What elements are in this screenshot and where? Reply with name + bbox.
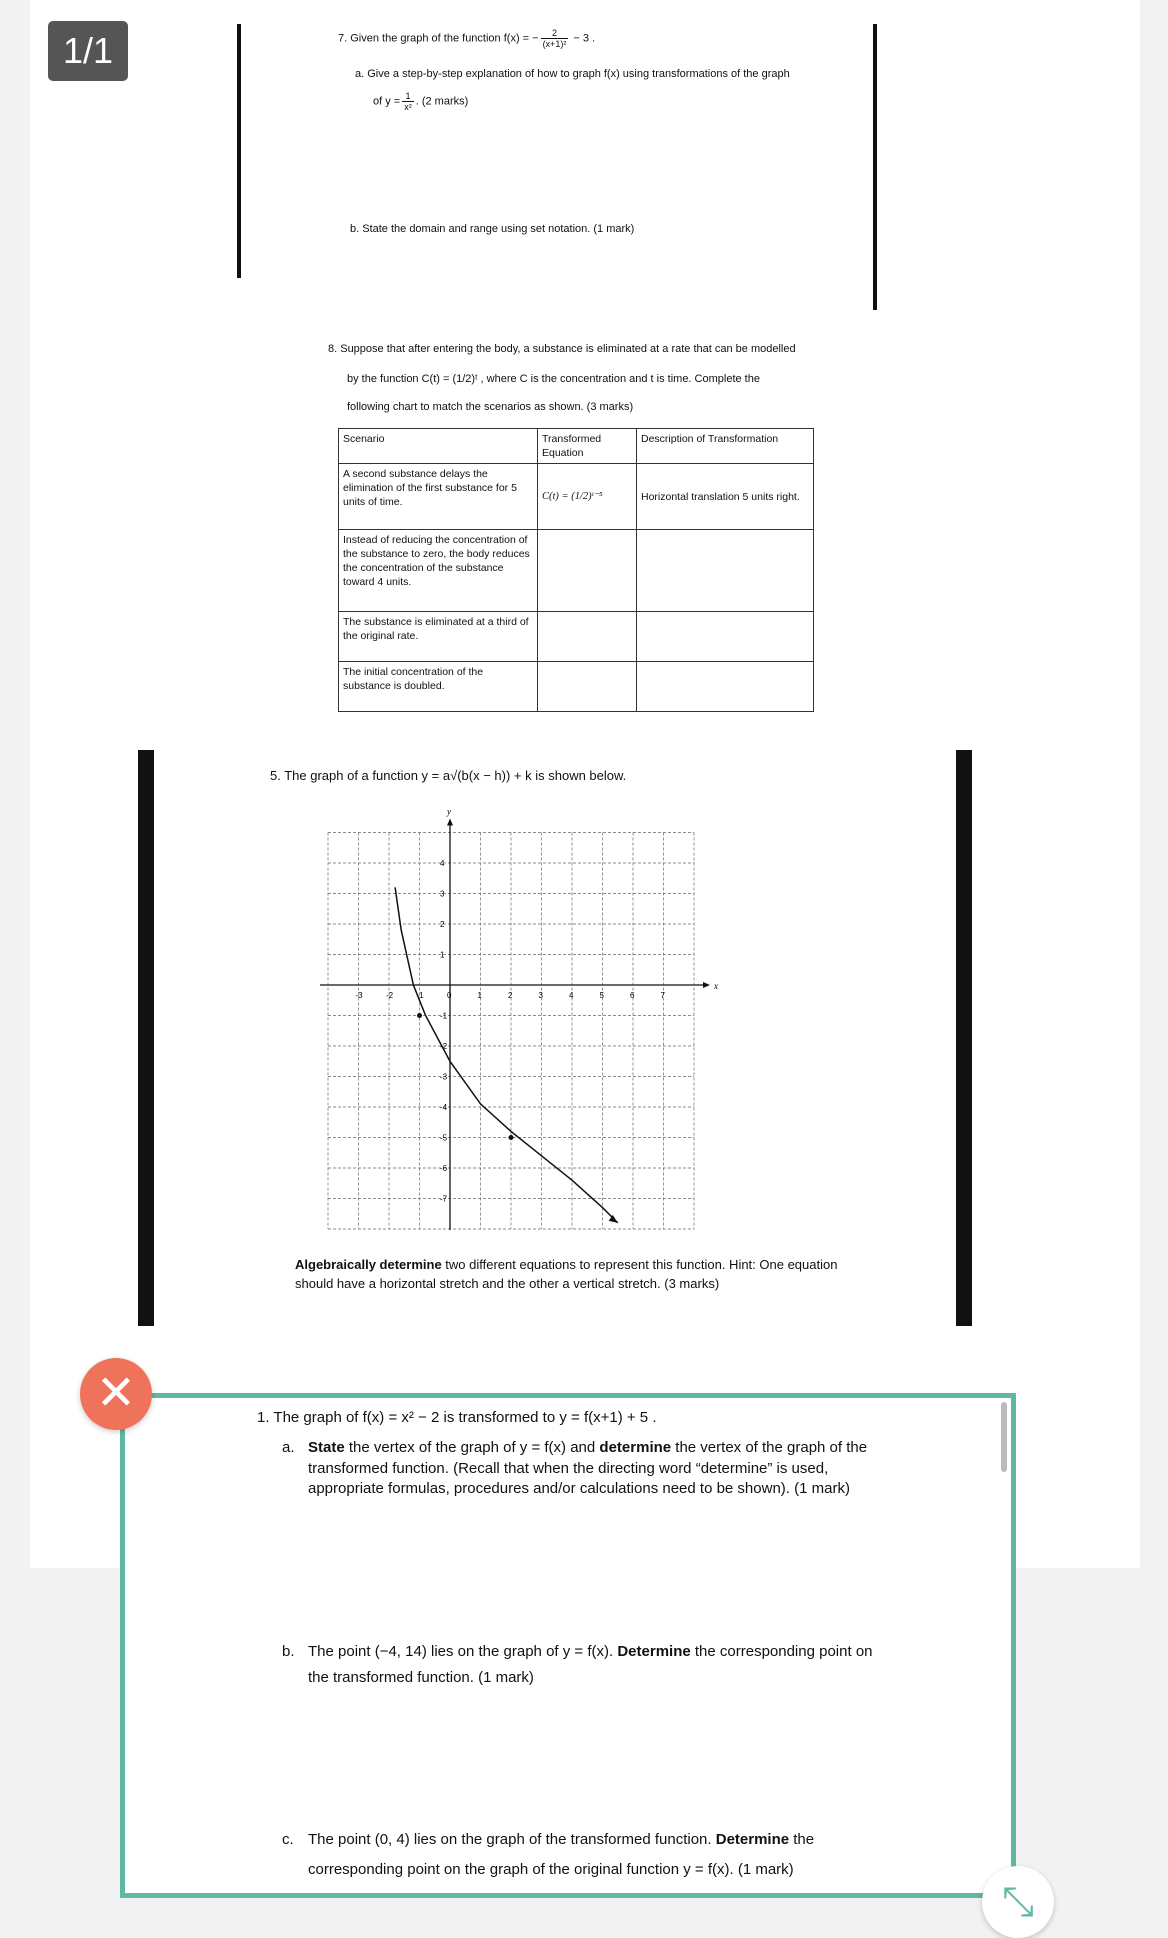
table-row xyxy=(339,662,814,712)
q1-a-line2: transformed function. (Recall that when the directing word “determine” is used, xyxy=(308,1460,829,1477)
x-tick-label: 1 xyxy=(477,991,482,1000)
q1-a-line1: State the vertex of the graph of y = f(x) and determine the vertex of the graph of the xyxy=(308,1439,868,1456)
function-curve xyxy=(395,887,618,1223)
x-tick-label: 7 xyxy=(660,991,665,1000)
y-tick-label: 4 xyxy=(440,859,445,868)
curve-point xyxy=(509,1135,514,1140)
table-cell: Horizontal translation 5 units right. xyxy=(637,464,814,530)
q8-line3: following chart to match the scenarios as shown. (3 marks) xyxy=(347,401,634,413)
scan-edge-right-mid xyxy=(956,750,972,1326)
table-cell xyxy=(538,530,637,612)
y-tick-label: -7 xyxy=(440,1194,448,1204)
q1-a-line3: appropriate formulas, procedures and/or calculations need to be shown). (1 mark) xyxy=(308,1480,850,1497)
close-button[interactable] xyxy=(80,1358,152,1430)
table-cell: The substance is eliminated at a third of the original rate. xyxy=(339,612,538,662)
x-tick-label: -2 xyxy=(386,991,394,1000)
table-cell xyxy=(637,612,814,662)
function-graph xyxy=(318,810,718,1230)
table-cell: The initial concentration of the substance is doubled. xyxy=(339,662,538,712)
y-axis-label: y xyxy=(447,810,451,817)
y-tick-label: -1 xyxy=(440,1011,448,1021)
q5-instruction-line2: should have a horizontal stretch and the other a vertical stretch. (3 marks) xyxy=(295,1276,720,1291)
y-axis-arrow xyxy=(447,819,453,826)
x-tick-label: 6 xyxy=(630,991,635,1000)
table-cell xyxy=(538,612,637,662)
table-header-row xyxy=(339,429,814,464)
q7-part-a-line2: of y = $\frac{1}{\text{x²}}$ . (2 marks) xyxy=(373,91,469,112)
table-header: Description of Transformation xyxy=(637,429,814,464)
scan-edge-right-top xyxy=(873,24,877,310)
y-tick-label: -5 xyxy=(440,1133,448,1143)
scan-edge-left-mid xyxy=(138,750,154,1326)
x-tick-label: -3 xyxy=(355,991,363,1000)
table-cell xyxy=(637,530,814,612)
x-axis-arrow xyxy=(703,982,710,988)
x-tick-label: 3 xyxy=(538,991,543,1000)
x-axis-label: x xyxy=(714,981,718,991)
table-cell xyxy=(637,662,814,712)
expand-icon: ⤡ xyxy=(1002,1880,1034,1924)
curve-point xyxy=(417,1013,422,1018)
q1-c-line1: The point (0, 4) lies on the graph of the transformed function. Determine the xyxy=(308,1831,815,1848)
table-header: Scenario xyxy=(339,429,538,464)
zoom-panel[interactable] xyxy=(120,1393,1016,1898)
y-tick-label: -6 xyxy=(440,1164,448,1173)
q1-a-marker: a. xyxy=(282,1439,295,1456)
q7-stem: 7. Given the graph of the function f(x) = − $\frac{2}{\text{(x+1)²}}$ − 3 . xyxy=(338,28,596,49)
q8-line2: by the function C(t) = (1/2)ᵗ , where C is the concentration and t is time. Complete the xyxy=(347,373,760,385)
q1-stem: 1. The graph of f(x) = x² − 2 is transformed to y = f(x+1) + 5 . xyxy=(257,1409,657,1426)
x-tick-label: 5 xyxy=(599,991,604,1000)
q1-c-line2: corresponding point on the graph of the original function y = f(x). (1 mark) xyxy=(308,1861,794,1878)
table-row xyxy=(339,612,814,662)
q1-b-line2: the transformed function. (1 mark) xyxy=(308,1669,534,1686)
expand-button[interactable] xyxy=(982,1866,1054,1938)
y-tick-label: 2 xyxy=(440,920,445,929)
table-cell xyxy=(538,662,637,712)
q1-b-marker: b. xyxy=(282,1643,295,1660)
y-tick-label: 3 xyxy=(440,889,445,899)
x-tick-label: -1 xyxy=(416,991,424,1000)
q7-part-b: b. State the domain and range using set notation. (1 mark) xyxy=(350,223,635,235)
q8-line1: 8. Suppose that after entering the body, a substance is eliminated at a rate that can be modelled xyxy=(328,343,796,355)
close-icon: ✕ xyxy=(95,1367,137,1420)
q5-instruction: Algebraically determine two different equations to represent this function. Hint: One equation xyxy=(295,1257,838,1272)
x-tick-label: 4 xyxy=(569,991,574,1000)
table-cell: Instead of reducing the concentration of the substance to zero, the body reduces the concentration of the substance toward 4 units. xyxy=(339,530,538,612)
table-row xyxy=(339,530,814,612)
y-tick-label: -4 xyxy=(440,1103,448,1112)
scan-edge-left-top xyxy=(237,24,241,278)
y-tick-label: 1 xyxy=(440,950,445,960)
y-tick-label: -3 xyxy=(440,1072,448,1082)
table-cell: A second substance delays the elimination of the first substance for 5 units of time. xyxy=(339,464,538,530)
table-row xyxy=(339,464,814,530)
q1-b-line1: The point (−4, 14) lies on the graph of y = f(x). Determine the corresponding point on xyxy=(308,1643,873,1660)
scenario-table xyxy=(338,428,814,712)
x-tick-label: 2 xyxy=(508,991,513,1000)
q7-part-a: a. Give a step-by-step explanation of how to graph f(x) using transformations of the graph xyxy=(355,68,790,80)
y-tick-label: -2 xyxy=(440,1042,448,1051)
q5-stem: 5. The graph of a function y = a√(b(x − h)) + k is shown below. xyxy=(270,768,627,783)
table-cell: C(t) = (1/2)ᵗ⁻⁵ xyxy=(538,464,637,530)
table-header: Transformed Equation xyxy=(538,429,637,464)
x-tick-label: 0 xyxy=(447,991,452,1000)
q1-c-marker: c. xyxy=(282,1831,294,1848)
page-counter: 1/1 xyxy=(48,21,128,81)
panel-scrollbar[interactable] xyxy=(1001,1402,1007,1472)
